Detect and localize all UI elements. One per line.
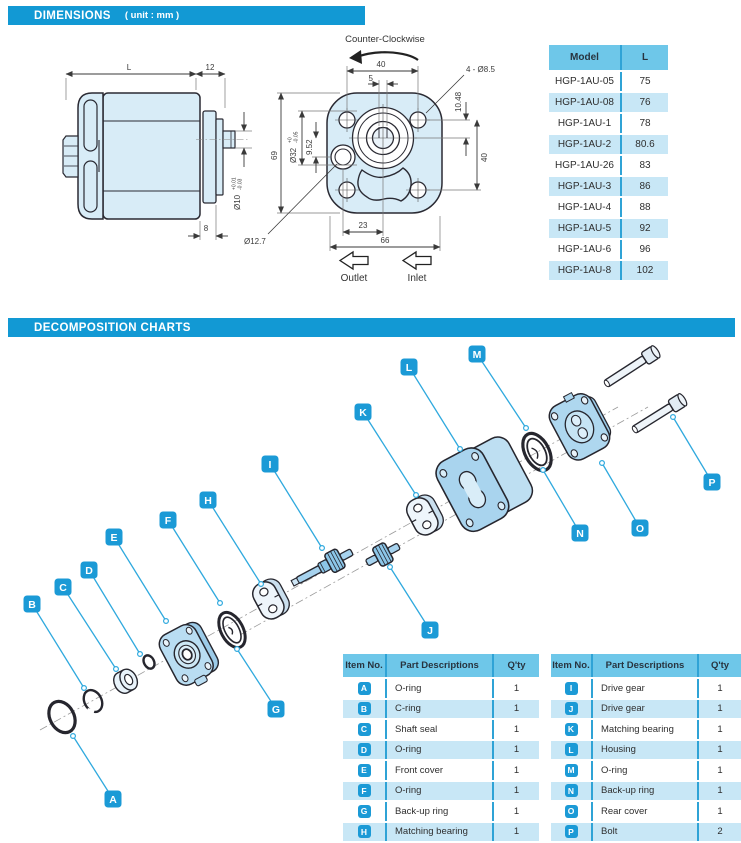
item-badge: G <box>358 805 371 818</box>
length-cell: 80.6 <box>622 135 668 154</box>
decomposition-section-bar <box>8 318 735 337</box>
dim-shaft-tol-lower: -0.03 <box>238 178 244 190</box>
part-matching-bearing-k <box>403 491 447 539</box>
callout-letter: H <box>204 495 212 507</box>
callout-leader-line <box>32 604 84 688</box>
callout-letter: E <box>110 532 117 544</box>
part-description-cell: Shaft seal <box>387 720 494 739</box>
item-no-cell <box>551 679 593 698</box>
item-no-cell <box>551 782 593 801</box>
part-description-cell: Matching bearing <box>593 720 699 739</box>
parts-table-row <box>551 679 741 700</box>
inlet-label: Inlet <box>408 273 427 284</box>
model-cell: HGP-1AU-3 <box>549 177 622 196</box>
parts-table-row <box>343 700 539 721</box>
part-o-ring-a <box>44 697 81 737</box>
qty-cell: 1 <box>494 679 539 698</box>
item-badge: E <box>358 764 371 777</box>
dim-10-48: 10.48 <box>454 91 463 112</box>
callout-leader-line <box>363 412 416 495</box>
callout-endpoint <box>541 468 546 473</box>
callout-leader-line <box>390 567 430 630</box>
model-header-cell: Model <box>549 45 622 70</box>
mounting-ear <box>63 136 78 177</box>
callout-leader-line <box>543 470 580 533</box>
part-description-cell: Housing <box>593 741 699 760</box>
callout-letter: J <box>427 625 433 637</box>
parts-table-header <box>551 654 741 679</box>
dim-port-dia: Ø12.7 <box>244 237 266 246</box>
callout-endpoint <box>671 415 676 420</box>
callout-letter: M <box>473 349 482 361</box>
callout-leader-line <box>477 354 526 428</box>
qty-cell: 1 <box>494 782 539 801</box>
dim-9-52: 9.52 <box>305 139 314 155</box>
dim-pilot-tol-lower: -0.05 <box>294 131 300 143</box>
model-cell: HGP-1AU-26 <box>549 156 622 175</box>
callout-leader-line <box>673 417 712 482</box>
parts-table-row <box>343 720 539 741</box>
part-description-cell: Back-up ring <box>387 802 494 821</box>
parts-table-row <box>551 761 741 782</box>
parts-table-row <box>343 802 539 823</box>
dim-5: 5 <box>369 74 374 83</box>
item-no-header: Item No. <box>551 654 593 677</box>
item-no-cell <box>343 802 387 821</box>
item-no-cell <box>551 741 593 760</box>
dim-23: 23 <box>359 221 368 230</box>
dim-40-top: 40 <box>377 60 386 69</box>
part-description-cell: Front cover <box>387 761 494 780</box>
part-description-cell: O-ring <box>387 741 494 760</box>
port-hole <box>331 145 355 169</box>
length-cell: 96 <box>622 240 668 259</box>
qty-cell: 1 <box>699 761 741 780</box>
parts-table-row <box>343 823 539 843</box>
dim-bolt-holes: 4 - Ø8.5 <box>466 65 495 74</box>
callout-endpoint <box>458 447 463 452</box>
length-cell: 76 <box>622 93 668 112</box>
model-table-row <box>549 135 668 156</box>
part-description-cell: Rear cover <box>593 802 699 821</box>
callout-letter: O <box>636 523 644 535</box>
part-c-ring-b <box>80 687 106 716</box>
rotation-direction-label: Counter-Clockwise <box>345 34 425 45</box>
length-cell: 88 <box>622 198 668 217</box>
dim-pilot-dia: Ø32 <box>289 147 298 163</box>
model-table-row <box>549 114 668 135</box>
part-description-cell: Matching bearing <box>387 823 494 842</box>
item-no-cell <box>343 761 387 780</box>
qty-header: Q'ty <box>699 654 741 677</box>
callout-letter: B <box>28 599 36 611</box>
callout-endpoint <box>259 582 264 587</box>
qty-cell: 1 <box>699 700 741 719</box>
part-o-ring-d <box>141 653 156 670</box>
item-no-cell <box>551 802 593 821</box>
model-table-row <box>549 261 668 282</box>
parts-table-row <box>343 782 539 803</box>
model-cell: HGP-1AU-5 <box>549 219 622 238</box>
model-table-row <box>549 93 668 114</box>
outlet-arrow-icon <box>340 252 368 269</box>
dim-shaft-dia: Ø10 <box>233 194 242 210</box>
dim-shaft-tol-upper: +0.01 <box>232 177 238 190</box>
callout-endpoint <box>524 426 529 431</box>
parts-table-row <box>551 741 741 762</box>
callout-endpoint <box>600 461 605 466</box>
callout-leader-line <box>270 464 322 548</box>
qty-cell: 1 <box>494 700 539 719</box>
parts-table-row <box>551 782 741 803</box>
ccw-arrow <box>355 52 418 60</box>
parts-table-row <box>343 741 539 762</box>
model-cell: HGP-1AU-4 <box>549 198 622 217</box>
item-no-cell <box>343 823 387 842</box>
dim-40-right: 40 <box>480 153 489 162</box>
callout-endpoint <box>71 734 76 739</box>
item-badge: F <box>358 784 371 797</box>
item-badge: L <box>565 743 578 756</box>
callout-leader-line <box>409 367 460 449</box>
item-badge: B <box>358 702 371 715</box>
item-badge: K <box>565 723 578 736</box>
item-no-cell <box>551 720 593 739</box>
callout-leader-line <box>208 500 261 584</box>
model-cell: HGP-1AU-08 <box>549 93 622 112</box>
length-cell: 78 <box>622 114 668 133</box>
qty-cell: 1 <box>699 782 741 801</box>
model-cell: HGP-1AU-2 <box>549 135 622 154</box>
item-no-cell <box>551 700 593 719</box>
dim-pilot-tol-upper: +0 <box>288 137 294 143</box>
model-table-row <box>549 240 668 261</box>
qty-header: Q'ty <box>494 654 539 677</box>
part-bolt-p2 <box>629 392 688 436</box>
model-table-row <box>549 198 668 219</box>
parts-table-right <box>551 654 741 843</box>
qty-cell: 1 <box>494 761 539 780</box>
length-cell: 102 <box>622 261 668 280</box>
qty-cell: 1 <box>494 741 539 760</box>
part-description-cell: Back-up ring <box>593 782 699 801</box>
side-view-drawing <box>63 63 252 240</box>
callout-letter: K <box>359 407 367 419</box>
parts-table-row <box>551 720 741 741</box>
callout-leader-line <box>114 537 166 621</box>
model-table-row <box>549 156 668 177</box>
item-badge: N <box>565 784 578 797</box>
part-rear-cover-o <box>543 385 616 465</box>
callout-leader-line <box>168 520 220 603</box>
model-table-row <box>549 219 668 240</box>
qty-cell: 1 <box>494 823 539 842</box>
model-table-row <box>549 72 668 93</box>
dim-8: 8 <box>204 224 209 233</box>
model-cell: HGP-1AU-8 <box>549 261 622 280</box>
callout-letter: L <box>406 362 413 374</box>
callout-leader-line <box>73 736 113 799</box>
model-table <box>549 45 668 282</box>
item-no-cell <box>343 782 387 801</box>
dim-L: L <box>127 63 132 72</box>
callout-endpoint <box>164 619 169 624</box>
parts-table-left <box>343 654 539 843</box>
model-cell: HGP-1AU-6 <box>549 240 622 259</box>
dim-69: 69 <box>270 151 279 160</box>
item-badge: P <box>565 825 578 838</box>
callout-letter: G <box>272 704 280 716</box>
qty-cell: 1 <box>699 720 741 739</box>
part-matching-bearing-h <box>249 575 293 623</box>
dim-66: 66 <box>381 236 390 245</box>
parts-table-row <box>343 679 539 700</box>
qty-cell: 1 <box>699 679 741 698</box>
decomposition-title: DECOMPOSITION CHARTS <box>34 322 191 334</box>
callout-letter: P <box>708 477 715 489</box>
callout-leader-line <box>602 463 640 528</box>
parts-table-row <box>551 802 741 823</box>
length-cell: 83 <box>622 156 668 175</box>
part-description-cell: Drive gear <box>593 679 699 698</box>
model-table-header <box>549 45 668 72</box>
part-description-cell: C-ring <box>387 700 494 719</box>
callout-leader-line <box>237 649 276 709</box>
dimensions-unit: ( unit : mm ) <box>125 10 179 21</box>
qty-cell: 1 <box>699 802 741 821</box>
qty-cell: 1 <box>699 741 741 760</box>
item-no-cell <box>343 679 387 698</box>
item-no-cell <box>551 761 593 780</box>
parts-table-row <box>551 823 741 843</box>
callout-letter: N <box>576 528 584 540</box>
length-cell: 86 <box>622 177 668 196</box>
length-cell: 92 <box>622 219 668 238</box>
outlet-label: Outlet <box>341 273 368 284</box>
item-no-cell <box>551 823 593 842</box>
parts-table-row <box>343 761 539 782</box>
part-description-cell: Drive gear <box>593 700 699 719</box>
item-badge: C <box>358 723 371 736</box>
callout-endpoint <box>138 652 143 657</box>
callout-letter: I <box>269 459 272 471</box>
qty-cell: 1 <box>494 720 539 739</box>
callout-letter: A <box>109 794 117 806</box>
part-description-cell: Bolt <box>593 823 699 842</box>
part-descriptions-header: Part Descriptions <box>593 654 699 677</box>
dimensions-title: DIMENSIONS <box>34 10 111 22</box>
item-badge: H <box>358 825 371 838</box>
item-badge: D <box>358 743 371 756</box>
item-badge: I <box>565 682 578 695</box>
item-badge: O <box>565 805 578 818</box>
part-backup-ring-g <box>213 608 250 652</box>
callout-endpoint <box>414 493 419 498</box>
callout-letter: C <box>59 582 67 594</box>
item-no-cell <box>343 741 387 760</box>
item-badge: J <box>565 702 578 715</box>
part-description-cell: O-ring <box>387 679 494 698</box>
item-no-cell <box>343 720 387 739</box>
part-descriptions-header: Part Descriptions <box>387 654 494 677</box>
length-header-cell: L <box>622 45 668 70</box>
callout-endpoint <box>114 667 119 672</box>
callout-leader-line <box>63 587 116 669</box>
front-view-drawing <box>244 34 495 284</box>
callout-endpoint <box>388 565 393 570</box>
qty-cell: 2 <box>699 823 741 842</box>
parts-table-header <box>343 654 539 679</box>
length-cell: 75 <box>622 72 668 91</box>
callout-letter: F <box>165 515 172 527</box>
item-no-header: Item No. <box>343 654 387 677</box>
part-bolt-p1 <box>601 344 661 390</box>
item-badge: M <box>565 764 578 777</box>
qty-cell: 1 <box>494 802 539 821</box>
dim-12: 12 <box>206 63 215 72</box>
model-table-row <box>549 177 668 198</box>
part-drive-gear-j <box>362 537 404 572</box>
part-front-cover-e <box>155 618 224 693</box>
callout-endpoint <box>82 686 87 691</box>
item-no-cell <box>343 700 387 719</box>
callout-endpoint <box>320 546 325 551</box>
part-description-cell: O-ring <box>387 782 494 801</box>
callout-leader-line <box>89 570 140 654</box>
item-badge: A <box>358 682 371 695</box>
callout-endpoint <box>235 647 240 652</box>
inlet-arrow-icon <box>403 252 431 269</box>
model-cell: HGP-1AU-1 <box>549 114 622 133</box>
callout-letter: D <box>85 565 93 577</box>
model-cell: HGP-1AU-05 <box>549 72 622 91</box>
callout-endpoint <box>218 601 223 606</box>
parts-table-row <box>551 700 741 721</box>
part-description-cell: O-ring <box>593 761 699 780</box>
